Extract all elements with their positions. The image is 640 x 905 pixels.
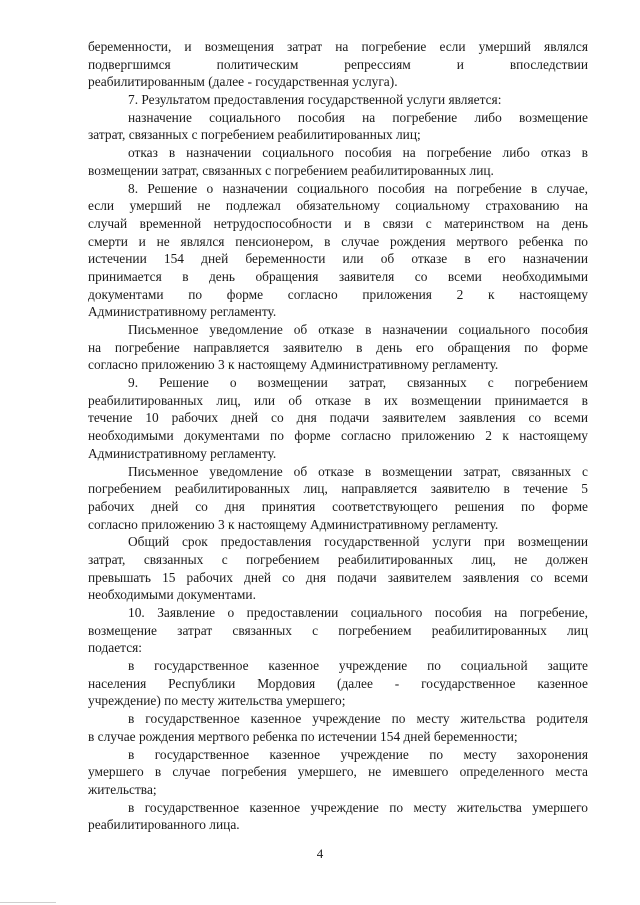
text-line: смерти и не являлся пенсионером, в случае рождения мертвого ребенка по	[88, 233, 588, 249]
text-line: отказ в назначении социального пособия на погребение либо отказ в	[128, 145, 588, 161]
text-line: населения Республики Мордовия (далее - государственное казенное	[88, 675, 588, 691]
text-line: Общий срок предоставления государственной услуги при возмещении	[128, 534, 588, 550]
text-line: на погребение направляется заявителю в день его обращения по форме	[88, 339, 588, 355]
text-line: 8. Решение о назначении социального пособия на погребение в случае,	[128, 180, 588, 196]
text-line: Административному регламенту.	[88, 304, 277, 320]
text-line: подается:	[88, 640, 143, 656]
text-line: подвергшимся политическим репрессиям и впоследствии	[88, 56, 588, 72]
text-line: реабилитированных лиц, или об отказе в их возмещении принимается в	[88, 392, 588, 408]
text-line: затрат, связанных с погребением реабилитированных лиц, не должен	[88, 551, 588, 567]
text-line: в государственное казенное учреждение по социальной защите	[128, 658, 588, 674]
text-line: 7. Результатом предоставления государственной услуги является:	[128, 92, 502, 108]
text-line: умершего в случае погребения умершего, не имевшего определенного места	[88, 764, 588, 780]
footer-divider	[0, 902, 56, 903]
page-number: 4	[316, 846, 324, 861]
text-line: 9. Решение о возмещении затрат, связанных с погребением	[128, 375, 588, 391]
text-line: назначение социального пособия на погребение либо возмещение	[128, 109, 588, 125]
text-line: превышать 15 рабочих дней со дня подачи заявителем заявления со всеми	[88, 569, 588, 585]
text-line: в случае рождения мертвого ребенка по истечении 154 дней беременности;	[88, 728, 518, 744]
text-line: необходимыми документами по форме согласно приложению 2 к настоящему	[88, 428, 588, 444]
text-line: 10. Заявление о предоставлении социального пособия на погребение,	[128, 605, 588, 620]
text-line: необходимыми документами.	[88, 587, 256, 603]
text-line: возмещении затрат, связанных с погребением реабилитированных лиц.	[88, 162, 494, 178]
text-line: Письменное уведомление об отказе в возмещении затрат, связанных с	[128, 463, 588, 479]
text-line: документами по форме согласно приложения 2 к настоящему	[88, 286, 588, 302]
text-line: если умерший не подлежал обязательному социальному страхованию на	[88, 198, 588, 214]
text-line: возмещение затрат связанных с погребением реабилитированных лиц	[88, 622, 588, 638]
text-line: рабочих дней со дня принятия соответствующего решения по форме	[88, 498, 588, 514]
text-line: в государственное казенное учреждение по месту жительства родителя	[128, 711, 588, 727]
text-line: согласно приложению 3 к настоящему Административному регламенту.	[88, 357, 499, 373]
text-line: жительства;	[88, 781, 157, 797]
document-body	[88, 38, 588, 834]
text-line: случай временной нетрудоспособности и в связи с материнством на день	[88, 215, 588, 231]
text-line: Административному регламенту.	[88, 445, 277, 461]
text-line: согласно приложению 3 к настоящему Административному регламенту.	[88, 516, 499, 532]
text-line: беременности, и возмещения затрат на погребение если умерший являлся	[88, 39, 588, 54]
text-line: реабилитированного лица.	[88, 817, 240, 833]
text-line: принимается в день обращения заявителя со всеми необходимыми	[88, 268, 588, 284]
text-line: Письменное уведомление об отказе в назначении социального пособия	[128, 322, 588, 337]
text-line: реабилитированным (далее - государственная услуга).	[88, 74, 398, 90]
text-line: затрат, связанных с погребением реабилитированных лиц;	[88, 127, 421, 143]
text-line: погребением реабилитированных лиц, направляется заявителю в течение 5	[88, 481, 588, 497]
text-line: истечении 154 дней беременности или об отказе в его назначении	[88, 251, 588, 267]
text-line: в государственное казенное учреждение по месту жительства умершего	[128, 799, 588, 815]
text-line: учреждение) по месту жительства умершего;	[88, 693, 346, 709]
text-line: течение 10 рабочих дней со дня подачи заявителем заявления со всеми	[88, 410, 588, 426]
text-line: в государственное казенное учреждение по месту захоронения	[128, 746, 588, 762]
